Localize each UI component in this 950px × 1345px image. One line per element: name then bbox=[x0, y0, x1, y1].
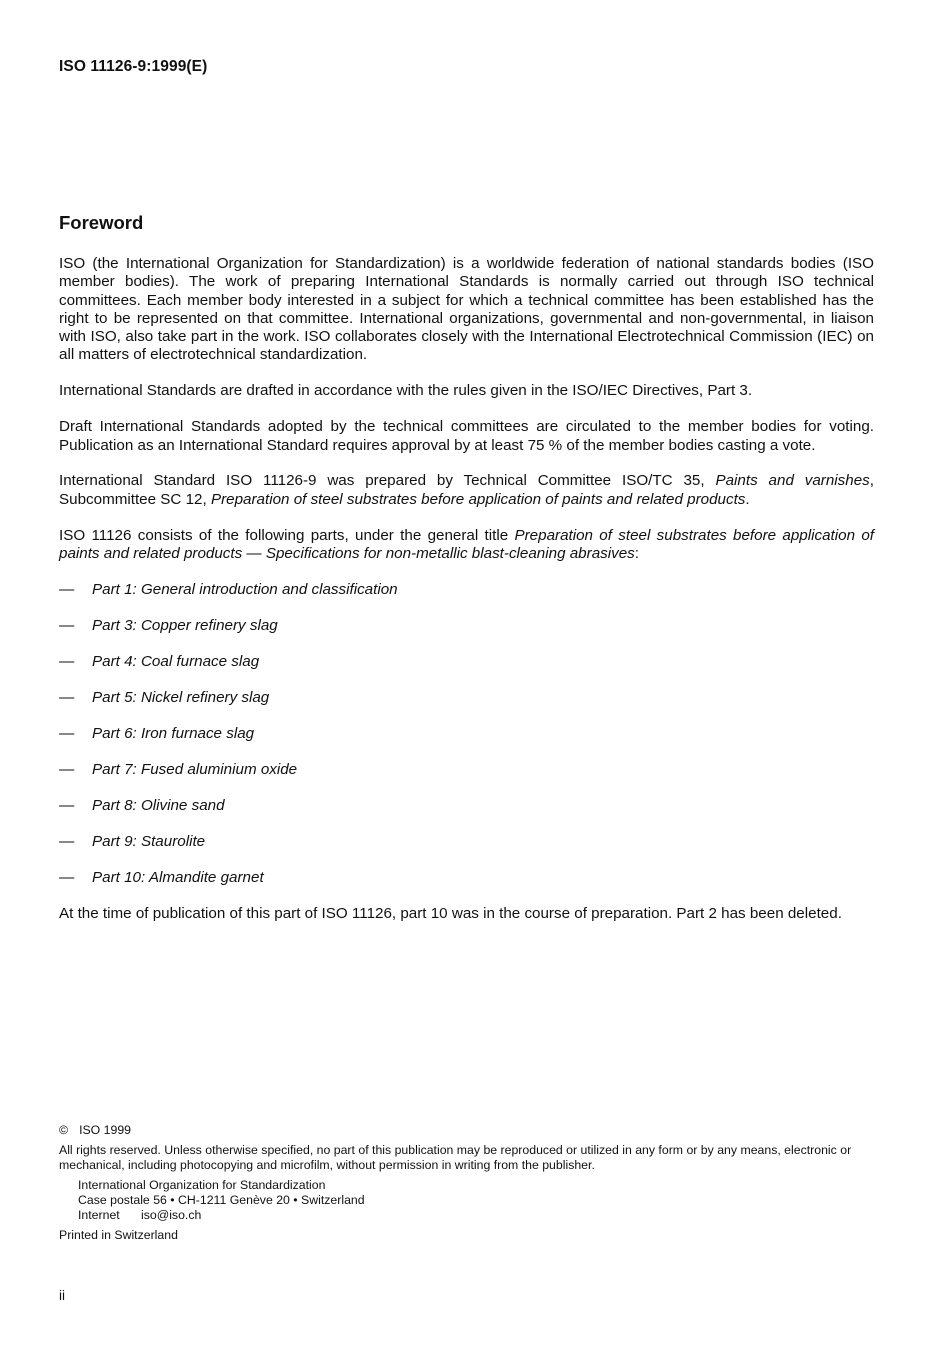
dash-bullet: — bbox=[59, 616, 75, 634]
rights-statement: All rights reserved. Unless otherwise specified, no part of this publication may be reproduced or utilized in any form or by any means, electronic or mechanical, including photocopying and microfilm, without permission in writing from the publisher. bbox=[59, 1143, 852, 1173]
printed-in: Printed in Switzerland bbox=[59, 1228, 178, 1243]
list-item bbox=[59, 653, 874, 671]
paragraph-parts-intro bbox=[59, 527, 874, 564]
part-label: Part 3: Copper refinery slag bbox=[92, 616, 278, 634]
paragraph-iso-intro: ISO (the International Organization for Standardization) is a worldwide federation of national standards bodies (ISO member bodies). The work of preparing International Standards is normally carried out through ISO technical committees. Each member body interested in a subject for which a technical committee has been established has the right to be represented on that committee. International organizations, governmental and non-governmental, in liaison with ISO, also take part in the work. ISO collaborates closely with the International Electrotechnical Commission (IEC) on all matters of electrotechnical standardization. bbox=[59, 255, 874, 364]
prepared-by-text-2: , Subcommittee SC 12, bbox=[59, 472, 874, 508]
publisher-address bbox=[78, 1178, 874, 1224]
copyright-text: ISO 1999 bbox=[79, 1123, 132, 1137]
list-item bbox=[59, 869, 874, 887]
prepared-by-text-1: International Standard ISO 11126-9 was prepared by Technical Committee ISO/TC 35, bbox=[59, 472, 716, 490]
postal-address: Case postale 56 • CH-1211 Genève 20 • Switzerland bbox=[78, 1192, 365, 1207]
email-address: iso@iso.ch bbox=[141, 1208, 202, 1223]
part-label: Part 6: Iron furnace slag bbox=[92, 724, 255, 742]
dash-bullet: — bbox=[59, 688, 75, 706]
copyright-symbol: © bbox=[59, 1123, 69, 1137]
parts-intro-text-2: : bbox=[634, 544, 639, 562]
foreword-body bbox=[59, 255, 874, 923]
dash-bullet: — bbox=[59, 868, 75, 886]
list-item bbox=[59, 761, 874, 779]
foreword-heading: Foreword bbox=[59, 212, 144, 233]
paragraph-prepared-by bbox=[59, 472, 874, 509]
part-label: Part 8: Olivine sand bbox=[92, 796, 225, 814]
document-page bbox=[59, 0, 874, 1345]
part-label: Part 9: Staurolite bbox=[92, 832, 206, 850]
dash-bullet: — bbox=[59, 760, 75, 778]
list-item bbox=[59, 617, 874, 635]
prepared-by-text-3: . bbox=[745, 490, 750, 508]
dash-bullet: — bbox=[59, 796, 75, 814]
part-label: Part 10: Almandite garnet bbox=[92, 868, 264, 886]
parts-list bbox=[59, 581, 874, 887]
copyright-footer bbox=[59, 1123, 874, 1243]
part-label: Part 1: General introduction and classification bbox=[92, 580, 398, 598]
part-label: Part 4: Coal furnace slag bbox=[92, 652, 260, 670]
list-item bbox=[59, 725, 874, 743]
internet-label: Internet bbox=[78, 1208, 120, 1223]
list-item bbox=[59, 581, 874, 599]
dash-bullet: — bbox=[59, 652, 75, 670]
paragraph-voting: Draft International Standards adopted by the technical committees are circulated to the member bodies for voting. Publication as an International Standard requires approval by at least 75 % of the member bodies casting a vote. bbox=[59, 418, 874, 454]
publisher-name: International Organization for Standardization bbox=[78, 1177, 326, 1192]
dash-bullet: — bbox=[59, 832, 75, 850]
part-label: Part 5: Nickel refinery slag bbox=[92, 688, 270, 706]
list-item bbox=[59, 689, 874, 707]
dash-bullet: — bbox=[59, 724, 75, 742]
internet-line bbox=[78, 1208, 874, 1223]
document-identifier: ISO 11126-9:1999(E) bbox=[59, 58, 208, 75]
subcommittee-title: Preparation of steel substrates before application of paints and related products bbox=[210, 490, 746, 508]
list-item bbox=[59, 797, 874, 815]
list-item bbox=[59, 833, 874, 851]
copyright-line bbox=[59, 1123, 874, 1138]
page-number: ii bbox=[59, 1288, 65, 1303]
dash-bullet: — bbox=[59, 580, 75, 598]
general-title: Preparation of steel substrates before application of paints and related products — Specifications for non-metallic blast-cleaning abrasives bbox=[59, 526, 874, 562]
committee-title: Paints and varnishes bbox=[715, 472, 870, 490]
paragraph-directives: International Standards are drafted in accordance with the rules given in the ISO/IEC Directives, Part 3. bbox=[59, 382, 753, 400]
parts-intro-text-1: ISO 11126 consists of the following parts, under the general title bbox=[59, 526, 515, 544]
part-label: Part 7: Fused aluminium oxide bbox=[92, 760, 298, 778]
paragraph-publication-note: At the time of publication of this part of ISO 11126, part 10 was in the course of preparation. Part 2 has been deleted. bbox=[59, 904, 842, 922]
